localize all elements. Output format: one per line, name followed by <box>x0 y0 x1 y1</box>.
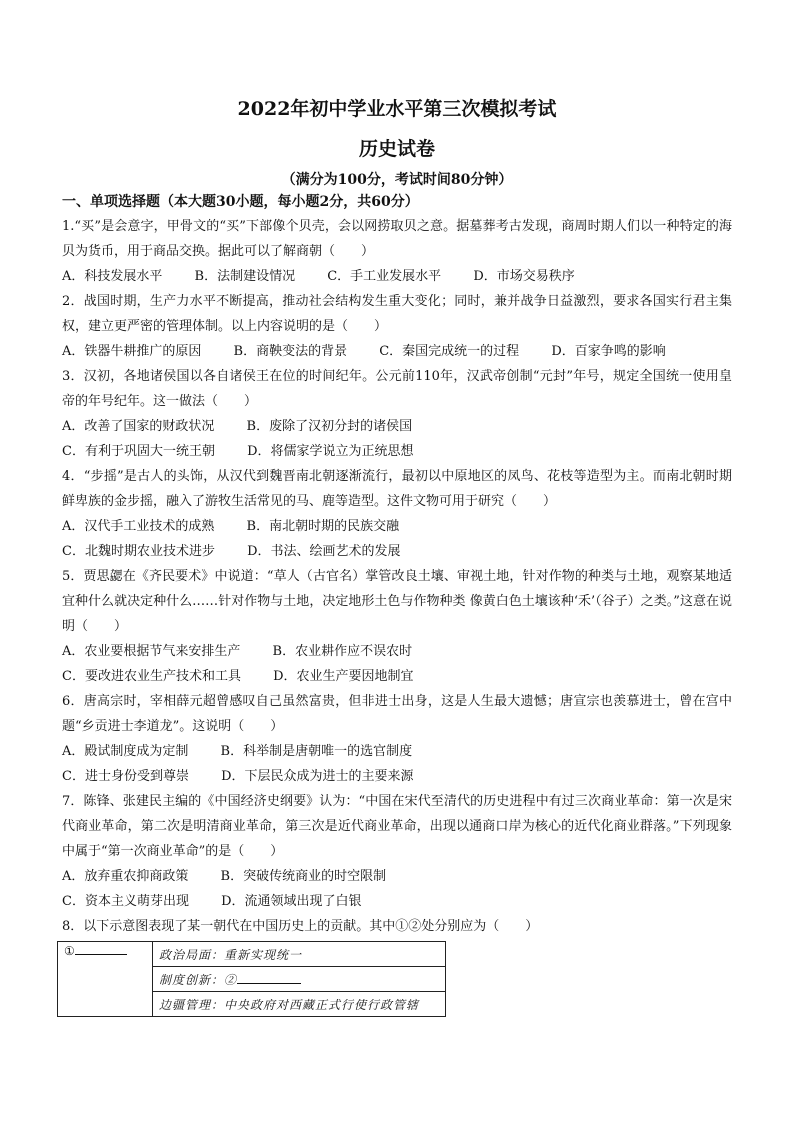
section-heading: 一、单项选择题（本大题30小题，每小题2分，共60分） <box>62 194 419 210</box>
question-3: 3．汉初，各地诸侯国以各自诸侯王在位的时间纪年。公元前110年，汉武帝创制“元封”年号，规定全国统一使用皇帝的年号纪年。这一做法（ ） <box>62 369 732 409</box>
exam-page <box>62 96 732 1017</box>
options-q7-row2 <box>62 889 732 914</box>
option-c: C．进士身份受到尊崇 <box>62 769 189 784</box>
exam-note: （满分为100分，考试时间80分钟） <box>281 172 513 188</box>
diagram-row-politics: 政治局面：重新实现统一 <box>153 942 446 967</box>
options-q1 <box>62 264 732 289</box>
question-2: 2．战国时期，生产力水平不断提高，推动社会结构发生重大变化；同时，兼并战争日益激烈，要求各国实行君主集权，建立更严密的管理体制。以上内容说明的是（ ） <box>62 294 732 334</box>
options-q2 <box>62 339 732 364</box>
question-1: 1.“买”是会意字，甲骨文的“买”下部像个贝壳，会以网捞取贝之意。据墓葬考古发现，商周时期人们以一种特定的海贝为货币，用于商品交换。据此可以了解商朝（ ） <box>62 219 732 259</box>
options-q4-row2 <box>62 539 732 564</box>
option-c: C．秦国完成统一的过程 <box>379 344 520 359</box>
option-d: D．流通领域出现了白银 <box>221 894 362 909</box>
options-q5-row2 <box>62 664 732 689</box>
option-d: D．市场交易秩序 <box>473 269 575 284</box>
option-c: C．手工业发展水平 <box>327 269 442 284</box>
dynasty-diagram <box>57 941 446 1017</box>
option-a: A．铁器牛耕推广的原因 <box>62 344 202 359</box>
option-b: B．南北朝时期的民族交融 <box>246 519 400 534</box>
options-q3-row2 <box>62 439 732 464</box>
options-q4-row1 <box>62 514 732 539</box>
question-8: 8．以下示意图表现了某一朝代在中国历史上的贡献。其中①②处分别应为（ ） <box>62 919 539 934</box>
option-a: A．农业要根据节气来安排生产 <box>62 644 241 659</box>
options-q6-row1 <box>62 739 732 764</box>
option-b: B．突破传统商业的时空限制 <box>220 869 387 884</box>
option-c: C．资本主义萌芽出现 <box>62 894 189 909</box>
blank-label-1: ① <box>64 944 75 958</box>
option-d: D．下层民众成为进士的主要来源 <box>221 769 414 784</box>
option-b: B．法制建设情况 <box>194 269 296 284</box>
option-a: A．放弃重农抑商政策 <box>62 869 189 884</box>
option-c: C．要改进农业生产技术和工具 <box>62 669 241 684</box>
option-c: C．北魏时期农业技术进步 <box>62 544 215 559</box>
options-q6-row2 <box>62 764 732 789</box>
option-d: D．书法、绘画艺术的发展 <box>247 544 401 559</box>
option-d: D．将儒家学说立为正统思想 <box>247 444 414 459</box>
answer-blank-1 <box>75 942 127 955</box>
diagram-row-frontier: 边疆管理：中央政府对西藏正式行使行政管辖 <box>153 992 446 1017</box>
option-b: B．农业耕作应不误农时 <box>272 644 413 659</box>
diagram-row-institution: 制度创新：② <box>153 967 446 992</box>
exam-title: 2022年初中学业水平第三次模拟考试 <box>237 98 557 120</box>
options-q3-row1 <box>62 414 732 439</box>
option-d: D．农业生产要因地制宜 <box>273 669 414 684</box>
option-a: A．改善了国家的财政状况 <box>62 419 215 434</box>
options-q7-row1 <box>62 864 732 889</box>
diagram-blank-1 <box>58 942 153 1017</box>
options-q5-row1 <box>62 639 732 664</box>
option-c: C．有利于巩固大一统王朝 <box>62 444 215 459</box>
option-a: A．汉代手工业技术的成熟 <box>62 519 215 534</box>
option-a: A．殿试制度成为定制 <box>62 744 189 759</box>
option-a: A．科技发展水平 <box>62 269 163 284</box>
question-5: 5．贾思勰在《齐民要术》中说道：“草人（古官名）掌管改良土壤、审视土地，针对作物的种类与土地，观察某地适宜种什么就决定种什么……针对作物与土地，决定地形土色与作物种类 像黄白色土壤该种‘禾’（谷子）之类。”这意在说明（ ） <box>62 569 732 634</box>
exam-subject: 历史试卷 <box>358 138 435 160</box>
question-4: 4．“步摇”是古人的头饰，从汉代到魏晋南北朝逐渐流行，最初以中原地区的凤鸟、花枝等造型为主。而南北朝时期鲜卑族的金步摇，融入了游牧生活常见的马、鹿等造型。这件文物可用于研究（ ） <box>62 469 732 509</box>
option-d: D．百家争鸣的影响 <box>551 344 666 359</box>
question-7: 7．陈锋、张建民主编的《中国经济史纲要》认为：“中国在宋代至清代的历史进程中有过三次商业革命：第一次是宋代商业革命，第二次是明清商业革命，第三次是近代商业革命，出现以通商口岸为核心的近代化商业群落。”下列现象中属于“第一次商业革命”的是（ ） <box>62 794 732 859</box>
answer-blank-2 <box>237 971 301 984</box>
option-b: B．废除了汉初分封的诸侯国 <box>246 419 413 434</box>
option-b: B．商鞅变法的背景 <box>233 344 348 359</box>
question-6: 6．唐高宗时，宰相薛元超曾感叹自己虽然富贵，但非进士出身，这是人生最大遗憾；唐宣宗也羡慕进士，曾在宫中题“乡贡进士李道龙”。这说明（ ） <box>62 694 732 734</box>
option-b: B．科举制是唐朝唯一的选官制度 <box>220 744 413 759</box>
